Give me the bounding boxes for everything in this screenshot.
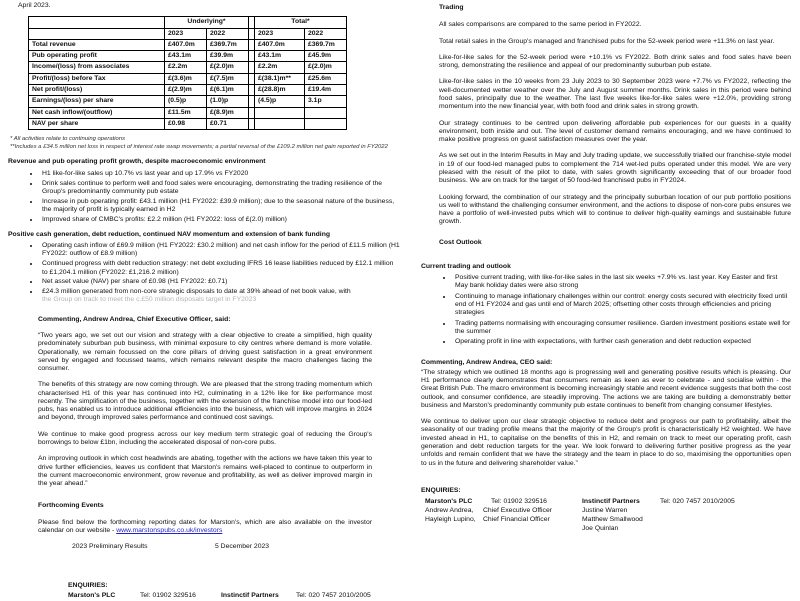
bullet-continuation-faint: the Group on track to meet the c.£50 million disposals target in FY2023 [42,296,257,304]
contact-role: Chief Executive Officer [483,506,553,514]
phone-number: Tel: 01902 329516 [140,592,196,600]
phone-number: Tel: 020 7457 2010/2005 [296,592,371,600]
cell-value: £(28.8)m [255,84,305,95]
ceo-quote-block [38,316,372,601]
bullet-item: • H1 like-for-like sales up 10.7% vs last year and up 17.9% vs FY2020 [40,170,400,178]
contact-name: Hayleigh Lupino, [425,516,476,524]
trading-paragraph: Like-for-like sales in the 10 weeks from 23 July 2023 to 30 September 2023 were +7.7% vs FY2022, reflecting the well-documented wetter weather over the July and August summer months. Drink sales in this period were behind food sales, principally due to the weather. The last five weeks like-for-like sales were +12.0%, providing strong momentum into the new financial year, with both food and drink sales in strong growth. [439,78,791,111]
bullet-item: • Trading patterns normalising with encouraging consumer resilience. Garden investment positions estate well for the summer [453,320,791,337]
bullet-item: • Operating profit in line with expectations, with further cash generation and debt reduction expected [453,338,791,346]
table-row [29,51,347,62]
pr-firm-name: Instinctif Partners [582,497,640,505]
table-year-header-row [29,28,347,39]
cell-value: £(8.9)m [207,107,249,118]
year-header: 2023 [165,28,207,39]
row-label: NAV per share [29,118,165,129]
empty-cell [656,507,791,515]
phone-number: Tel: 020 7457 2010/2005 [660,497,735,505]
phone-number: Tel: 01902 329516 [491,497,547,505]
revenue-highlights-list [30,170,400,224]
contact-name: Joe Quinlan [582,525,619,533]
contact-name: Matthew Smallwood [582,516,643,524]
row-label: Net profit/(loss) [29,84,165,95]
enquiries-heading: ENQUIRIES: [68,581,108,589]
bullet-item: • Continued progress with debt reduction strategy: net debt excluding IFRS 16 lease liabilities reduced by £12.1 million to £1,204.1 million (FY2022: £1,216.2 million) [40,260,400,277]
outlook-bullets-list [443,274,791,346]
cell-value: 3.1p [305,96,347,107]
table-footnote: **Includes a £34.5 million net loss in respect of interest rate swap movements; a partial reversal of the £109.2 million net gain reported in FY2022 [10,143,388,150]
ceo-paragraph: “The strategy which we outlined 18 months ago is progressing well and generating positive results which is pleasing. Our H1 performance clearly demonstrates that consumers remain as keen as ever to celebrate - and socialise within - the Great British Pub. The macro environment is becoming increasingly stable and recent evidence suggests that both the cost outlook, and consumer confidence, are steadily improving. The actions we are taking are building a demonstrably better business and Marston's predominantly community pub estate continues to benefit from changing consumer lifestyles. [421,368,791,409]
ceo-quote-heading: Commenting, Andrew Andrea, Chief Executive Officer, said: [38,315,231,323]
trading-paragraph: Looking forward, the combination of our strategy and the principally suburban location of our pub portfolio positions us well to withstand the challenging consumer environment, and the actions to dispose of non-core pubs ensures we have a portfolio of well-invested pubs which will to continue to deliver high-quality earnings and sustainable future growth. [439,193,791,226]
contact-name: Justine Warren [582,506,628,514]
cell-value: £(3.6)m [165,73,207,84]
cell-value: £369.7m [305,39,347,50]
bullet-text: £24.3 million generated from non-core strategic disposals to date at 39% ahead of net book value, with [42,288,351,296]
cell-value: (4.5)p [255,96,305,107]
cell-value: £45.9m [305,51,347,62]
empty-cell [29,17,165,28]
ceo-statement-heading: Commenting, Andrew Andrea, CEO said: [421,359,553,367]
financial-highlights-table [28,16,347,130]
cash-highlights-list [30,242,400,304]
bullet-item: • Improved share of CMBC's profits: £2.2 million (H1 FY2022: loss of £(2.0) million) [40,216,400,224]
empty-cell [656,516,791,524]
trading-heading: Trading [439,4,464,11]
reporting-date-row [72,543,372,551]
company-name: Marston's PLC [425,497,473,505]
trading-paragraph: All sales comparisons are compared to the same period in FY2022. [439,21,642,29]
cell-value: £(6.1)m [207,84,249,95]
cell-value: £25.6m [305,73,347,84]
enquiries-heading: ENQUIRIES: [421,486,461,494]
cell-value: £0.71 [207,118,249,129]
cell-value: (1.0)p [207,96,249,107]
quote-paragraph: The benefits of this strategy are now coming through. We are pleased that the strong trading momentum which characterised H1 of this year has continued into H2, culminating in a 12% like for like performance most recently. The simplification of the business, together with the extension of the franchise model into our food-led pubs, has enabled us to introduce additional efficiencies into the business, which will improve margins in 2024 and beyond, through improved sales performance and continued cost savings. [38,381,372,422]
cell-value: £19.4m [305,84,347,95]
cell-value: £407.0m [165,39,207,50]
table-row [29,73,347,84]
bullet-item: • Increase in pub operating profit: £43.1 million (H1 FY2022: £39.9 million); due to the seasonal nature of the business, the majority of profit is typically earned in H2 [40,198,400,215]
cell-value: £369.7m [207,39,249,50]
empty-cell [421,525,479,533]
cell-value [255,107,305,118]
bullet-item: • Net asset value (NAV) per share of £0.98 (H1 FY2022: £0.71) [40,278,400,286]
row-label: Pub operating profit [29,51,165,62]
forthcoming-events-section [38,502,372,551]
cell-value: £(2.0)m [207,62,249,73]
cell-value: £2.2m [255,62,305,73]
year-header: 2023 [255,28,305,39]
trading-section [421,4,791,247]
bullet-item: • Continuing to manage inflationary challenges within our control: energy costs secured with electricity fixed until end of H1 FY2024 and gas until end of March 2025; offsetting other costs through efficiencies and pricing strategies [453,293,791,318]
table-row [29,62,347,73]
bullet-item: • Operating cash inflow of £69.9 million (H1 FY2022: £30.2 million) and net cash inflow for the period of £11.5 million (H1 FY2022: outflow of £8.9 million) [40,242,400,259]
event-date: 5 December 2023 [215,543,270,551]
pr-firm-name: Instinctif Partners [221,592,279,600]
trading-paragraph: Like-for-like sales for the 52-week period were +10.1% vs FY2022. Both drink sales and food sales have been strong, demonstrating the resilience and appeal of our predominantly suburban pub estate. [439,53,791,70]
bullet-item [40,288,400,305]
row-label: Total revenue [29,39,165,50]
cell-value: £11.5m [165,107,207,118]
enquiries-section-left [68,582,372,601]
table-group-header-row [29,17,347,28]
cell-value: £39.9m [207,51,249,62]
current-trading-outlook-heading: Current trading and outlook [421,262,511,270]
cell-value: £(2.0)m [305,62,347,73]
row-label: Income/(loss) from associates [29,62,165,73]
underlying-header: Underlying* [165,17,249,28]
row-label: Earnings/(loss) per share [29,96,165,107]
section-heading-cash-generation: Positive cash generation, debt reduction, continued NAV momentum and extension of bank funding [8,230,330,238]
right-column [421,4,791,534]
enquiries-section-right [421,487,791,534]
intro-date-fragment: April 2023. [18,2,51,9]
cell-value: £2.2m [165,62,207,73]
row-label: Net cash inflow/(outflow) [29,107,165,118]
cell-value [255,118,305,129]
enquiries-row [68,592,372,600]
left-column [8,2,400,601]
empty-cell [656,525,791,533]
quote-paragraph: “Two years ago, we set out our vision and strategy with a clear objective to create a simplified, high quality predominately suburban pub business, with minimal exposure to city centres where demand is more volatile. Operationally, we remain focussed on the core pillars of driving guest satisfaction in a great environment served by engaged and focussed teams, which remains relevant despite the macro challenges facing the consumer. [38,331,372,373]
company-name: Marston's PLC [68,592,116,600]
section-heading-revenue-growth: Revenue and pub operating profit growth, despite macroeconomic environment [8,158,266,166]
trading-paragraph: Total retail sales in the Group's managed and franchised pubs for the 52-week period were +11.3% on last year. [439,37,775,45]
bullet-item: • Positive current trading, with like-for-like sales in the last six weeks +7.9% vs. last year. Key Easter and first May bank holiday dates were also strong [453,274,791,291]
table-row [29,118,347,129]
trading-paragraph: Our strategy continues to be centred upon delivering affordable pub experiences for our guests in a quality environment, both inside and out. The level of customer demand remains encouraging, and we have continued to make positive progress on guest satisfaction measures over the year. [439,119,791,144]
bullet-item: • Drink sales continue to perform well and food sales were encouraging, demonstrating the trading resilience of the Group's predominantly community pub estate [40,180,400,197]
contact-role: Chief Financial Officer [483,516,550,524]
total-header: Total* [255,17,347,28]
forthcoming-text-fragment: Please find below the forthcoming reporting dates for Marston's, which are also available on the investor calendar on our website - [38,518,372,534]
cell-value: £(2.9)m [165,84,207,95]
table-row [29,107,347,118]
trading-paragraph: As we set out in the Interim Results in May and July trading update, we successfully trialled our franchise-style model in 19 of our food-led managed pubs to complement the 714 wet-led pubs operated under this model. We are very pleased with the result of the pilot to date, with sales growth significantly exceeding that of our broader food business. We are on track for the target of 50 food-led franchised pubs in FY2024. [439,152,791,185]
ceo-statement-block [421,359,791,467]
cell-value [305,118,347,129]
table-row [29,96,347,107]
cell-value: £43.1m [165,51,207,62]
cell-value [305,107,347,118]
forthcoming-events-heading: Forthcoming Events [38,502,104,510]
cell-value: £407.0m [255,39,305,50]
forthcoming-events-text [38,519,372,536]
cell-value: £43.1m [255,51,305,62]
contact-name: Andrew Andrea, [425,506,474,514]
year-header: 2022 [305,28,347,39]
event-name: 2023 Preliminary Results [72,543,148,551]
cell-value: £(7.5)m [207,73,249,84]
table-footnote: * All activities relate to continuing operations [10,136,126,143]
cell-value: £0.98 [165,118,207,129]
table-row [29,84,347,95]
row-label: Profit/(loss) before Tax [29,73,165,84]
quote-paragraph: We continue to make good progress across our key medium term strategic goal of reducing the Group's borrowings to below £1bn, including the accelerated disposal of non-core pubs. [38,430,372,447]
investor-calendar-link[interactable]: www.marstonspubs.co.uk/investors [116,527,223,534]
cost-outlook-heading: Cost Outlook [439,238,482,246]
ceo-paragraph: We continue to deliver upon our clear strategic objective to reduce debt and progress our path to profitability, albeit the seasonality of our trading profile means that the majority of the Group's profit is characteristically H2 weighted. We have invested ahead in H1, to capitalise on the benefits of this in H2, and remain on track to meet our operating profit, cash generation and debt reduction targets for the year. We look forward to delivering further positive progress as the year unfolds and remain confident that we have the strategy and the team in place to do so, maximising the opportunities open to us in the future and delivering shareholder value.” [421,418,791,467]
empty-cell [479,525,578,533]
quote-paragraph: An improving outlook in which cost headwinds are abating, together with the actions we have taken this year to drive further efficiencies, leaves us confident that Marston's remains well-placed to continue to outperform in the current macroeconomic environment, grow revenue and profitability, as well as deliver improved margin in the year ahead.” [38,455,372,488]
empty-cell [29,28,165,39]
cell-value: £(38.1)m** [255,73,305,84]
year-header: 2022 [207,28,249,39]
enquiries-contact-grid [421,498,791,534]
table-row [29,39,347,50]
cell-value: (0.5)p [165,96,207,107]
